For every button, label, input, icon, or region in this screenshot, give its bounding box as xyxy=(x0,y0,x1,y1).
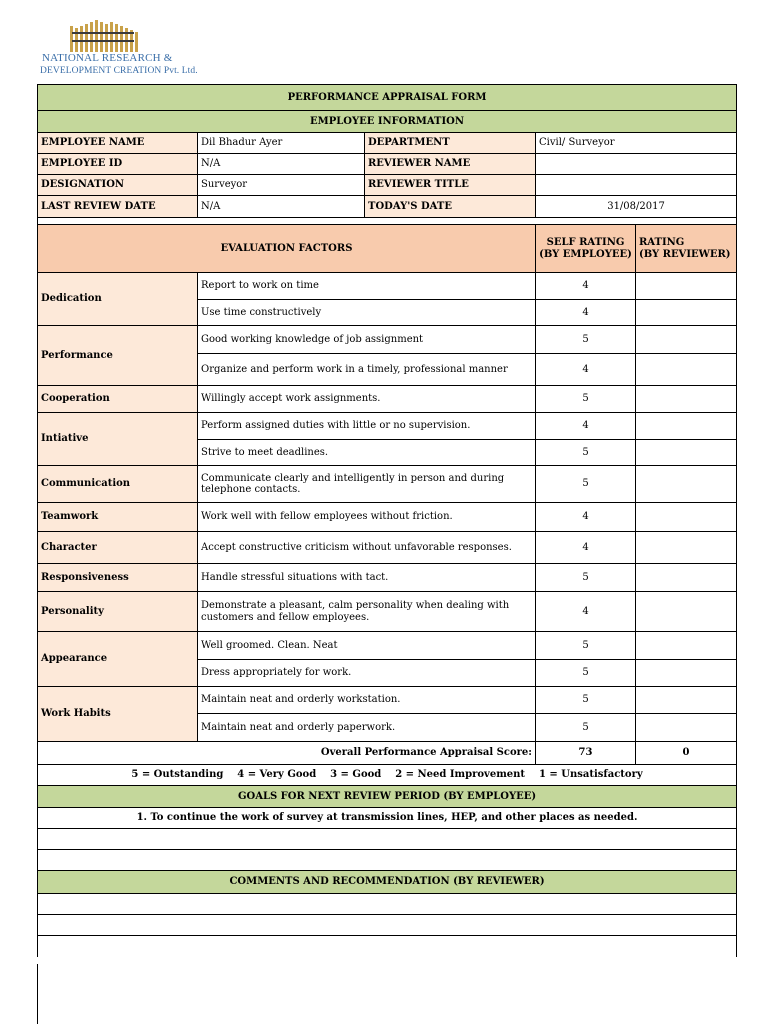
reviewer-rating-cell xyxy=(636,532,737,564)
reviewer-rating-cell xyxy=(636,386,737,413)
logo-line-1: NATIONAL RESEARCH & xyxy=(42,52,173,64)
factor-criterion: Use time constructively xyxy=(198,300,536,326)
comments-header: COMMENTS AND RECOMMENDATION (BY REVIEWER) xyxy=(38,871,737,894)
spacer-row xyxy=(38,218,737,225)
reviewer-rating-cell xyxy=(636,466,737,503)
building-logo-icon xyxy=(40,20,220,54)
reviewer-rating-cell xyxy=(636,326,737,354)
factor-row xyxy=(38,413,737,440)
form-title: PERFORMANCE APPRAISAL FORM xyxy=(38,85,737,111)
factor-criterion: Accept constructive criticism without unfavorable responses. xyxy=(198,532,536,564)
reviewer-rating-cell xyxy=(636,273,737,300)
reviewer-title-label: REVIEWER TITLE xyxy=(365,175,536,196)
factor-name: Performance xyxy=(38,326,198,386)
company-logo xyxy=(40,20,220,82)
factor-name: Character xyxy=(38,532,198,564)
reviewer-title-value xyxy=(536,175,737,196)
reviewer-rating-header-line1: RATING xyxy=(639,237,685,249)
factor-criterion: Perform assigned duties with little or no supervision. xyxy=(198,413,536,440)
self-rating-header-line2: (BY EMPLOYEE) xyxy=(539,248,632,260)
factor-criterion: Demonstrate a pleasant, calm personality when dealing with customers and fellow employees. xyxy=(198,592,536,632)
factor-name: Responsiveness xyxy=(38,564,198,592)
factor-criterion: Handle stressful situations with tact. xyxy=(198,564,536,592)
factor-criterion: Strive to meet deadlines. xyxy=(198,440,536,466)
self-rating-cell: 5 xyxy=(536,632,636,660)
self-rating-cell: 4 xyxy=(536,592,636,632)
factor-row xyxy=(38,632,737,660)
overall-score-label: Overall Performance Appraisal Score: xyxy=(38,742,536,765)
self-rating-cell: 4 xyxy=(536,532,636,564)
employee-id-label: EMPLOYEE ID xyxy=(38,154,198,175)
factor-name: Dedication xyxy=(38,273,198,326)
factor-name: Cooperation xyxy=(38,386,198,413)
factor-name: Teamwork xyxy=(38,503,198,532)
last-review-value: N/A xyxy=(198,196,365,218)
table-left-edge xyxy=(37,964,38,1024)
factor-row xyxy=(38,687,737,714)
factor-criterion: Organize and perform work in a timely, professional manner xyxy=(198,354,536,386)
factor-criterion: Maintain neat and orderly workstation. xyxy=(198,687,536,714)
reviewer-rating-cell xyxy=(636,300,737,326)
factor-name: Personality xyxy=(38,592,198,632)
today-date-value: 31/08/2017 xyxy=(536,196,737,218)
factor-criterion: Work well with fellow employees without friction. xyxy=(198,503,536,532)
self-rating-cell: 5 xyxy=(536,714,636,742)
evaluation-rows xyxy=(38,273,737,742)
factor-name: Work Habits xyxy=(38,687,198,742)
self-rating-cell: 4 xyxy=(536,413,636,440)
factor-row xyxy=(38,503,737,532)
self-rating-cell: 5 xyxy=(536,564,636,592)
reviewer-rating-cell xyxy=(636,714,737,742)
factor-name: Intiative xyxy=(38,413,198,466)
self-rating-cell: 4 xyxy=(536,300,636,326)
today-date-label: TODAY'S DATE xyxy=(365,196,536,218)
reviewer-rating-cell xyxy=(636,660,737,687)
self-rating-cell: 5 xyxy=(536,326,636,354)
reviewer-rating-cell xyxy=(636,440,737,466)
reviewer-rating-cell xyxy=(636,503,737,532)
employee-info-header: EMPLOYEE INFORMATION xyxy=(38,111,737,133)
reviewer-rating-cell xyxy=(636,413,737,440)
goals-line-2 xyxy=(38,829,737,850)
self-rating-cell: 5 xyxy=(536,440,636,466)
self-rating-cell: 5 xyxy=(536,386,636,413)
reviewer-name-value xyxy=(536,154,737,175)
reviewer-rating-cell xyxy=(636,564,737,592)
self-rating-cell: 5 xyxy=(536,466,636,503)
self-rating-header xyxy=(536,225,636,273)
factor-row xyxy=(38,273,737,300)
self-rating-header-line1: SELF RATING xyxy=(546,237,625,249)
goals-line-1: 1. To continue the work of survey at transmission lines, HEP, and other places as needed. xyxy=(38,808,737,829)
designation-value: Surveyor xyxy=(198,175,365,196)
factor-row xyxy=(38,564,737,592)
factor-criterion: Well groomed. Clean. Neat xyxy=(198,632,536,660)
factor-criterion: Good working knowledge of job assignment xyxy=(198,326,536,354)
factor-row xyxy=(38,386,737,413)
designation-label: DESIGNATION xyxy=(38,175,198,196)
factor-criterion: Dress appropriately for work. xyxy=(198,660,536,687)
reviewer-name-label: REVIEWER NAME xyxy=(365,154,536,175)
self-rating-cell: 5 xyxy=(536,660,636,687)
comments-line-2 xyxy=(38,915,737,936)
reviewer-rating-cell xyxy=(636,632,737,660)
employee-name-label: EMPLOYEE NAME xyxy=(38,133,198,154)
factor-criterion: Report to work on time xyxy=(198,273,536,300)
employee-name-value: Dil Bhadur Ayer xyxy=(198,133,365,154)
comments-line-1 xyxy=(38,894,737,915)
factor-criterion: Maintain neat and orderly paperwork. xyxy=(198,714,536,742)
department-value: Civil/ Surveyor xyxy=(536,133,737,154)
department-label: DEPARTMENT xyxy=(365,133,536,154)
reviewer-rating-cell xyxy=(636,592,737,632)
reviewer-rating-cell xyxy=(636,354,737,386)
rating-scale-legend: 5 = Outstanding 4 = Very Good 3 = Good 2 = Need Improvement 1 = Unsatisfactory xyxy=(38,765,737,786)
factor-row xyxy=(38,592,737,632)
employee-id-value: N/A xyxy=(198,154,365,175)
reviewer-rating-header xyxy=(636,225,737,273)
last-review-label: LAST REVIEW DATE xyxy=(38,196,198,218)
overall-reviewer-score: 0 xyxy=(636,742,737,765)
evaluation-factors-header: EVALUATION FACTORS xyxy=(38,225,536,273)
factor-row xyxy=(38,466,737,503)
self-rating-cell: 4 xyxy=(536,354,636,386)
factor-name: Appearance xyxy=(38,632,198,687)
overall-self-score: 73 xyxy=(536,742,636,765)
comments-line-3 xyxy=(38,936,737,957)
reviewer-rating-cell xyxy=(636,687,737,714)
appraisal-form-table xyxy=(37,84,737,957)
self-rating-cell: 5 xyxy=(536,687,636,714)
factor-row xyxy=(38,326,737,354)
goals-line-3 xyxy=(38,850,737,871)
self-rating-cell: 4 xyxy=(536,503,636,532)
self-rating-cell: 4 xyxy=(536,273,636,300)
logo-line-2: DEVELOPMENT CREATION Pvt. Ltd. xyxy=(40,66,198,76)
factor-row xyxy=(38,532,737,564)
factor-criterion: Willingly accept work assignments. xyxy=(198,386,536,413)
factor-name: Communication xyxy=(38,466,198,503)
goals-header: GOALS FOR NEXT REVIEW PERIOD (BY EMPLOYEE) xyxy=(38,786,737,808)
reviewer-rating-header-line2: (BY REVIEWER) xyxy=(639,248,731,260)
factor-criterion: Communicate clearly and intelligently in person and during telephone contacts. xyxy=(198,466,536,503)
